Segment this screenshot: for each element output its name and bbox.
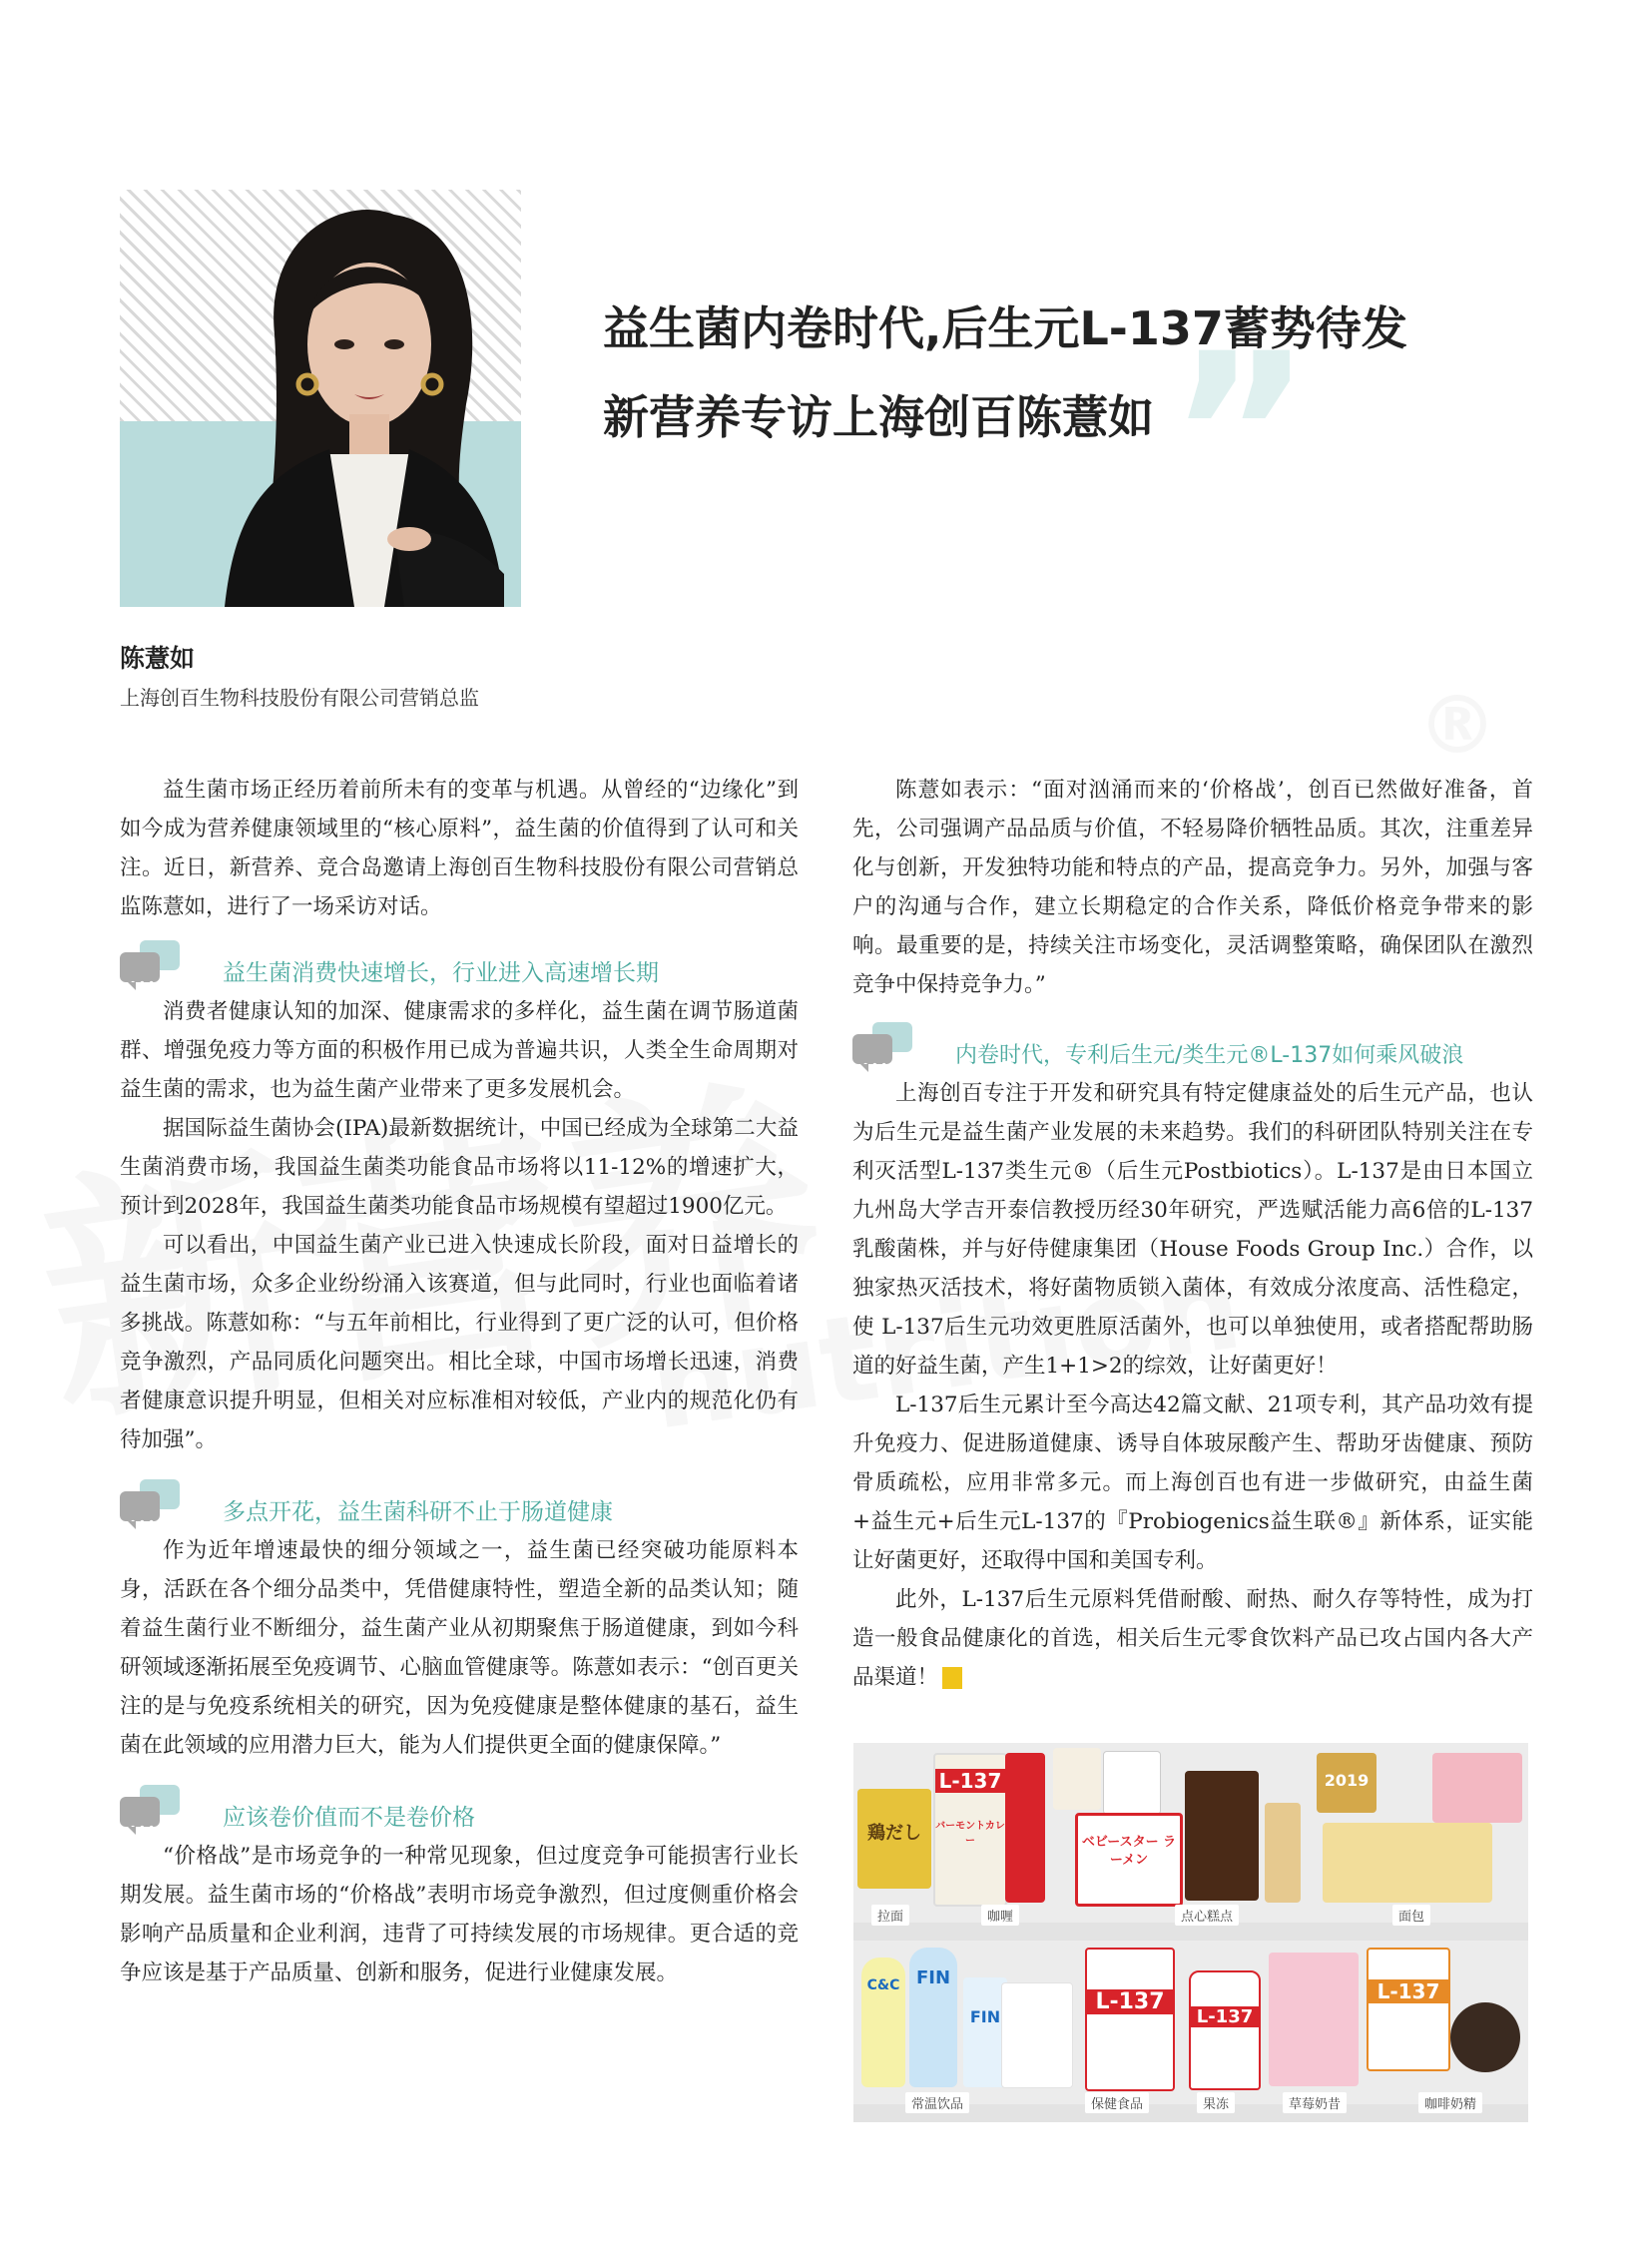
- section-heading-4: [852, 1022, 1533, 1074]
- product-corn-snack: [1185, 1771, 1259, 1901]
- caption-coffee-creamer: 咖啡奶精: [1418, 2092, 1482, 2113]
- product-coffee-cup: [1450, 2002, 1520, 2072]
- product-coffee-creamer: L-137: [1367, 1948, 1450, 2071]
- product-noodle-pack: 鶏だし: [857, 1789, 931, 1889]
- quote-mark-decoration: ”: [1168, 306, 1293, 562]
- caption-ramen: 拉面: [871, 1905, 909, 1926]
- section-heading-3-text: 应该卷价值而不是卷价格: [223, 1805, 475, 1831]
- section2-paragraph-1: 作为近年增速最快的细分领域之一，益生菌已经突破功能原料本身，活跃在各个细分品类中，凭借健康特性，塑造全新的品类认知；随着益生菌行业不断细分，益生菌产业从初期聚焦于肠道健康，到如今科研领域逐渐拓展至免疫调节、心脑血管健康等。陈薏如表示：“创百更关注的是与免疫系统相关的研究，因为免疫健康是整体健康的基石，益生菌在此领域的应用潜力巨大，能为人们提供更全面的健康保障。”: [120, 1538, 799, 1758]
- product-snack-small: [1053, 1748, 1101, 1810]
- section1-paragraph-2: 据国际益生菌协会(IPA)最新数据统计，中国已经成为全球第二大益生菌消费市场，我国益生菌类功能食品市场将以11-12%的增速扩大，预计到2028年，我国益生菌类功能食品市场规模有望超过1900亿元。: [120, 1116, 799, 1219]
- product-cc-drink: C&C: [861, 1958, 905, 2087]
- section-heading-2-text: 多点开花，益生菌科研不止于肠道健康: [223, 1499, 613, 1525]
- end-mark-badge: N: [942, 1667, 962, 1689]
- product-curry-box-2: [1005, 1753, 1045, 1903]
- section-heading-1-text: 益生菌消费快速增长，行业进入高速增长期: [223, 960, 659, 986]
- chat-bubble-icon: •••: [852, 1034, 892, 1064]
- article-headline: [603, 301, 1561, 444]
- section-heading-3: [120, 1785, 799, 1837]
- right-paragraph-1: 陈薏如表示：“面对汹涌而来的‘价格战’，创百已然做好准备，首先，公司强调产品品质与价值，不轻易降价牺牲品质。其次，注重差异化与创新，开发独特功能和特点的产品，提高竞争力。另外，加强与客户的沟通与合作，建立长期稳定的合作关系，降低价格竞争带来的影响。最重要的是，持续关注市场变化，灵活调整策略，确保团队在激烈竞争中保持竞争力。”: [852, 778, 1533, 997]
- chat-bubble-icon: •••: [120, 1797, 160, 1827]
- chat-bubble-icon: •••: [120, 1491, 160, 1521]
- right-paragraph-3: L-137后生元累计至今高达42篇文献、21项专利，其产品功效有提升免疫力、促进肠道健康、诱导自体玻尿酸产生、帮助牙齿健康、预防骨质疏松，应用非常多元。而上海创百也有进一步做研究，由益生菌+益生元+后生元L-137的『Probiogenics益生联®』新体系，证实能让好菌更好，还取得中国和美国专利。: [852, 1393, 1533, 1573]
- product-curry-box: L-137 バーモントカレー: [933, 1753, 1007, 1907]
- interviewee-title: 上海创百生物科技股份有限公司营销总监: [120, 686, 479, 710]
- caption-curry: 咖喱: [981, 1905, 1019, 1926]
- product-strawberry-shake: [1269, 1953, 1359, 2086]
- right-paragraph-4: [852, 1580, 1533, 1697]
- section-heading-1: [120, 940, 799, 992]
- headline-line-2: 新营养专访上海创百陈薏如: [603, 390, 1154, 444]
- section1-paragraph-3: 可以看出，中国益生菌产业已进入快速成长阶段，面对日益增长的益生菌市场，众多企业纷纷涌入该赛道，但与此同时，行业也面临着诸多挑战。陈薏如称：“与五年前相比，行业得到了更广泛的认可，但价格竞争激烈，产品同质化问题突出。相比全球，中国市场增长迅速，消费者健康意识提升明显，但相关对应标准相对较低，产业内的规范化仍有待加强”。: [120, 1233, 799, 1452]
- product-jelly-pouch: L-137: [1189, 1970, 1261, 2090]
- section3-paragraph-1: “价格战”是市场竞争的一种常见现象，但过度竞争可能损害行业长期发展。益生菌市场的“价格战”表明市场竞争激烈，但过度侧重价格会影响产品质量和企业利润，违背了可持续发展的市场规律。更合适的竞争应该是基于产品质量、创新和服务，促进行业健康发展。: [120, 1844, 799, 1985]
- right-column: [852, 771, 1533, 1697]
- right-paragraph-2: 上海创百专注于开发和研究具有特定健康益处的后生元产品，也认为后生元是益生菌产业发展的未来趋势。我们的科研团队特别关注在专利灭活型L-137类生元®（后生元Postbiotics）。L-137是由日本国立九州岛大学吉开泰信教授历经30年研究，严选赋活能力高6倍的L-137乳酸菌株，并与好侍健康集团（House Foods Group Inc.）合作，以独家热灭活技术，将好菌物质锁入菌体，有效成分浓度高、活性稳定，使 L-137后生元功效更胜原活菌外，也可以单独使用，或者搭配帮助肠道的好益生菌，产生1+1>2的综效，让好菌更好！: [852, 1081, 1533, 1379]
- left-column: [120, 771, 799, 1992]
- watermark-registered-icon: [1417, 679, 1497, 772]
- right-paragraph-4-text: 此外，L-137后生元原料凭借耐酸、耐热、耐久存等特性，成为打造一般食品健康化的首选，相关后生元零食饮料产品已攻占国内各大产品渠道！: [852, 1587, 1533, 1690]
- product-fin-drink-2: FIN: [963, 1977, 1007, 2087]
- caption-drinks: 常温饮品: [905, 2092, 969, 2113]
- intro-paragraph: 益生菌市场正经历着前所未有的变革与机遇。从曾经的“边缘化”到如今成为营养健康领域里的“核心原料”，益生菌的价值得到了认可和关注。近日，新营养、竞合岛邀请上海创百生物科技股份有限公司营销总监陈薏如，进行了一场采访对话。: [120, 778, 799, 919]
- caption-bread: 面包: [1392, 1905, 1430, 1926]
- product-supplement-box: L-137: [1085, 1948, 1175, 2091]
- caption-jelly: 果冻: [1197, 2092, 1235, 2113]
- product-fin-drink: FIN: [909, 1948, 957, 2087]
- section-heading-2: [120, 1479, 799, 1531]
- product-drink-carton: [1001, 1982, 1073, 2088]
- headline-line-1: 益生菌内卷时代,后生元L-137蓄势待发: [603, 301, 1407, 355]
- product-bread-pink: [1432, 1753, 1522, 1823]
- caption-strawberry-shake: 草莓奶昔: [1283, 2092, 1347, 2113]
- chat-bubble-icon: •••: [120, 952, 160, 982]
- product-collage-image: [853, 1743, 1528, 2122]
- product-snack-small-2: [1103, 1751, 1161, 1815]
- section-heading-4-text: 内卷时代，专利后生元/类生元®L-137如何乘风破浪: [955, 1043, 1464, 1068]
- product-ramen-snack: ベビースター ラーメン: [1075, 1813, 1183, 1907]
- caption-health-food: 保健食品: [1085, 2092, 1149, 2113]
- product-cookie: [1265, 1803, 1301, 1903]
- product-bread-2019: 2019: [1317, 1753, 1377, 1813]
- interviewee-name: 陈薏如: [120, 644, 196, 673]
- caption-snacks: 点心糕点: [1175, 1905, 1239, 1926]
- portrait-photo: [205, 195, 524, 607]
- product-bread-packs: [1323, 1823, 1492, 1903]
- section1-paragraph-1: 消费者健康认知的加深、健康需求的多样化，益生菌在调节肠道菌群、增强免疫力等方面的积极作用已成为普遍共识，人类全生命周期对益生菌的需求，也为益生菌产业带来了更多发展机会。: [120, 999, 799, 1102]
